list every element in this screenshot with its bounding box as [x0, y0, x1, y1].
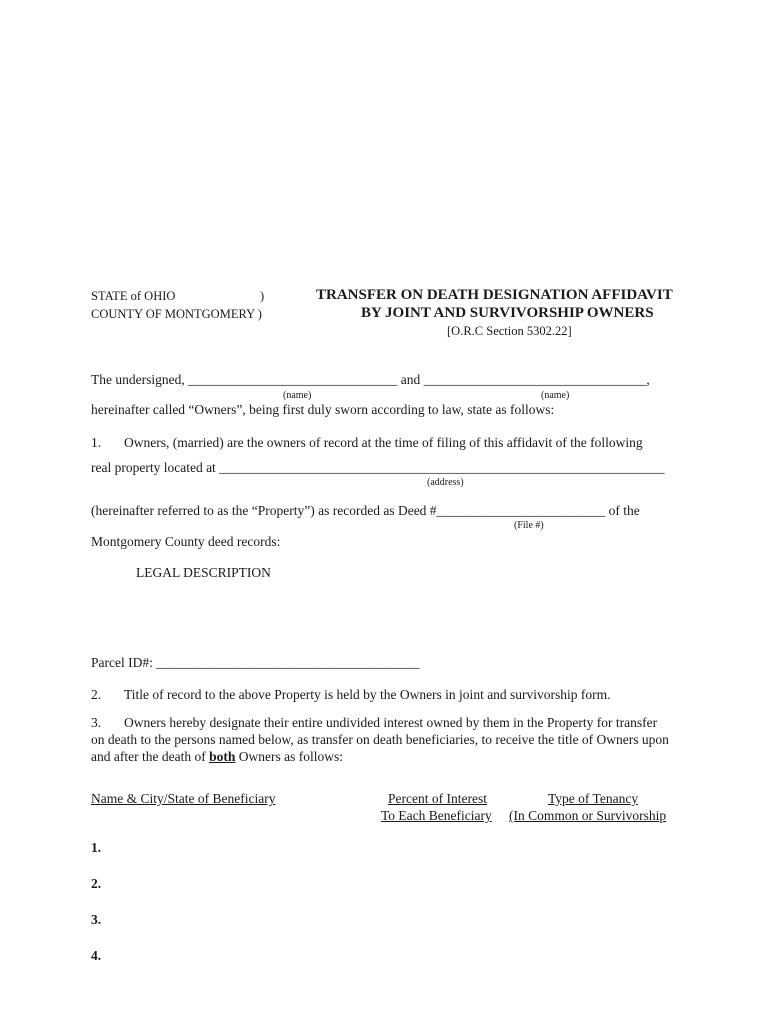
para3-line3: [91, 749, 343, 765]
state-label: STATE of OHIO: [91, 289, 176, 303]
section-reference: [O.R.C Section 5302.22]: [447, 324, 572, 338]
deed-line: (hereinafter referred to as the “Property”) as recorded as Deed #_________________________ of the: [91, 503, 640, 518]
para2-number: 2.: [91, 687, 102, 702]
state-paren: ): [260, 289, 265, 303]
county-label: COUNTY OF MONTGOMERY ): [91, 307, 262, 321]
para3-line3-pre: and after the death of: [91, 749, 210, 764]
name-label-1: (name): [283, 390, 312, 401]
file-label: (File #): [514, 520, 544, 531]
col-header-tenancy-line1: Type of Tenancy: [548, 791, 639, 806]
para3-line3-post: Owners as follows:: [235, 749, 343, 764]
para1-text: Owners, (married) are the owners of record at the time of filing of this affidavit of the following: [124, 435, 643, 450]
property-line: real property located at __________________________________________________________________: [91, 460, 665, 475]
document-title-line2: BY JOINT AND SURVIVORSHIP OWNERS: [361, 305, 654, 321]
records-line: Montgomery County deed records:: [91, 534, 281, 549]
beneficiary-row-1: 1.: [91, 840, 102, 855]
beneficiary-row-3: 3.: [91, 912, 102, 927]
para1-number: 1.: [91, 435, 102, 450]
parcel-id-line: Parcel ID#: _______________________________________: [91, 655, 420, 670]
beneficiary-row-2: 2.: [91, 876, 102, 891]
para3-line1: Owners hereby designate their entire undivided interest owned by them in the Property for transfer: [124, 715, 658, 730]
col-header-percent-line2: To Each Beneficiary: [381, 808, 492, 823]
col-header-percent-line1: Percent of Interest: [388, 791, 487, 806]
name-label-2: (name): [541, 390, 570, 401]
address-label: (address): [427, 477, 464, 488]
beneficiary-row-4: 4.: [91, 948, 102, 963]
col-header-tenancy-line2: (In Common or Survivorship: [509, 808, 667, 823]
col-header-beneficiary: Name & City/State of Beneficiary: [91, 791, 276, 806]
hereinafter-line: hereinafter called “Owners”, being first duly sworn according to law, state as follows:: [91, 402, 555, 417]
undersigned-line: The undersigned, _______________________________ and _________________________________,: [91, 372, 650, 387]
para3-both-emphasis: both: [209, 749, 236, 764]
legal-description-heading: LEGAL DESCRIPTION: [136, 565, 271, 580]
document-title-line1: TRANSFER ON DEATH DESIGNATION AFFIDAVIT: [316, 287, 673, 303]
para3-number: 3.: [91, 715, 102, 730]
para2-text: Title of record to the above Property is held by the Owners in joint and survivorship form.: [124, 687, 611, 702]
para3-line2: on death to the persons named below, as transfer on death beneficiaries, to receive the title of Owners upon: [91, 732, 669, 747]
